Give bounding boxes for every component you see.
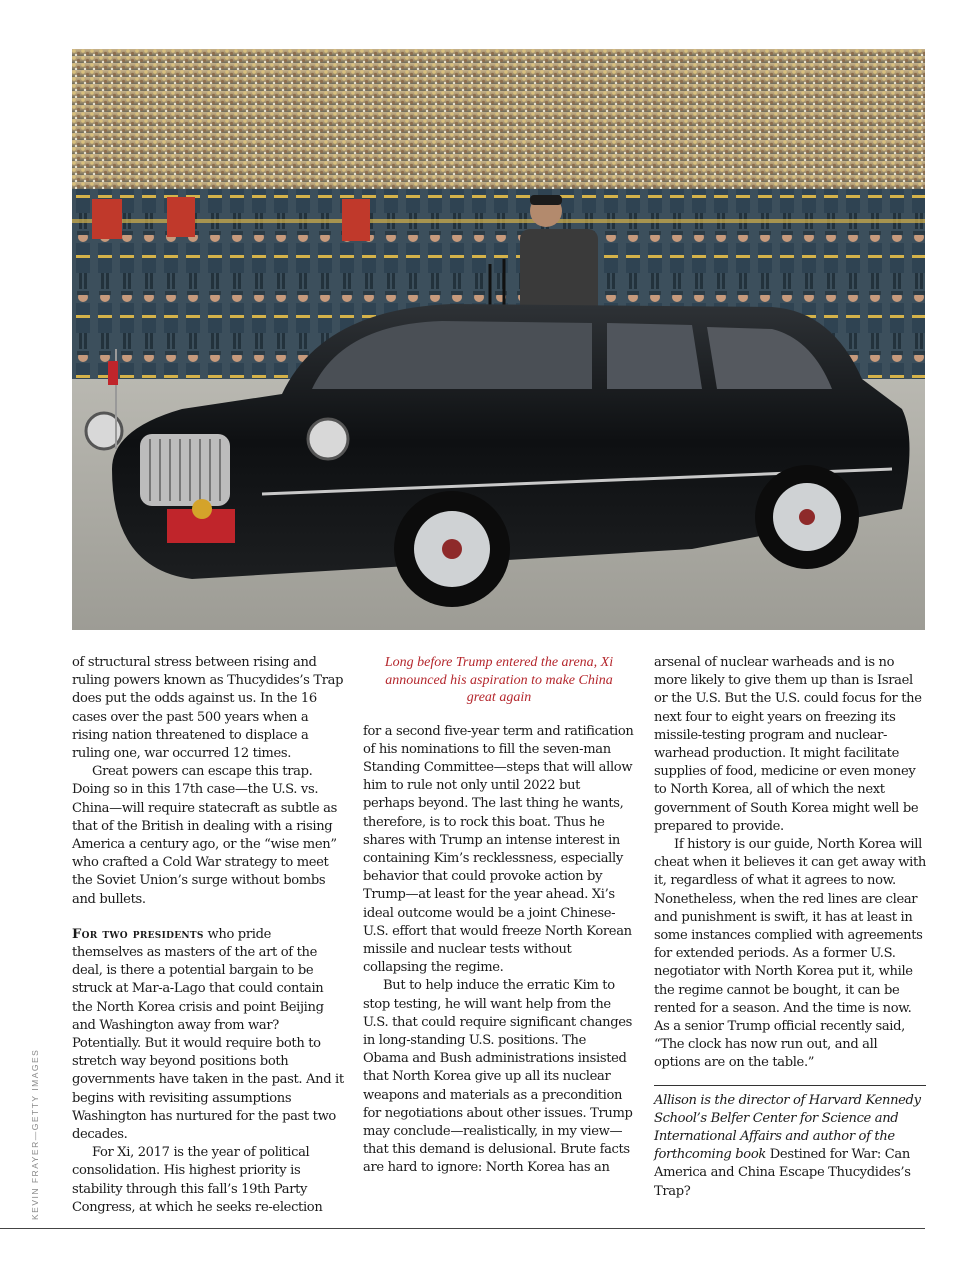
photo-credit: KEVIN FRAYER—GETTY IMAGES (30, 1048, 40, 1220)
paragraph-text: who pride themselves as masters of the art of the deal, is there a potential bargain to be struck at Mar-a-Lago that could contain the North Korea crisis and point Beijing and Washington away from war? Potentially. But it would require both to stretch way beyond positions both governments have taken in the past. And it begins with revisiting assumptions Washington has nurtured for the past two decades. (72, 926, 344, 1143)
article-column-1 (72, 654, 344, 1217)
parade-limousine-photo (72, 49, 925, 630)
paragraph: If history is our guide, North Korea will cheat when it believes it can get away with it, regardless of what it agrees to now. Nonetheless, when the red lines are clear and punishment is swift, it has at least in some instances complied with agreements for extended periods. As a former U.S. negotiator with North Korea put it, while the regime cannot be bought, it can be rented for a season. And the time is now. As a senior Trump official recently said, “The clock has now run out, and all options are on the table.” (654, 837, 926, 1071)
paragraph: of structural stress between rising and ruling powers known as Thucydides’s Trap does put the odds against us. In the 16 cases over the past 500 years when a rising nation threatened to displace a ruling one, war occurred 12 times. (72, 655, 344, 762)
section-lead-in: For two presidents (72, 926, 204, 942)
paragraph: arsenal of nuclear warheads and is no more likely to give them up than is Israel or the U.S. But the U.S. could focus for the next four to eight years on freezing its missile-testing program and nuclear-warhead production. It might facilitate supplies of food, medicine or even money to North Korea, all of which the next government of South Korea might well be prepared to provide. (654, 655, 922, 834)
article-column-2 (363, 654, 635, 1178)
article-column-3 (654, 654, 926, 1201)
section-paragraph (72, 926, 344, 1144)
book-title: Destined for War: Can America and China Escape Thucydides’s Trap? (654, 1147, 911, 1199)
footer-rule (0, 1228, 925, 1229)
paragraph: Great powers can escape this trap. Doing so in this 17th case—the U.S. vs. China—will require statecraft as subtle as that of the British in dealing with a rising America a century ago, or the “wise men” who crafted a Cold War strategy to meet the Soviet Union’s surge without bombs and bullets. (72, 764, 337, 907)
paragraph: for a second five-year term and ratification of his nominations to fill the seven-man Standing Committee—steps that will allow him to rule not only until 2022 but perhaps beyond. The last thing he wants, therefore, is to rock this boat. Thus he shares with Trump an intense interest in containing Kim’s recklessness, especially behavior that could provoke action by Trump—at least for the year ahead. Xi’s ideal outcome would be a joint Chinese-U.S. effort that would freeze North Korean missile and nuclear tests without collapsing the regime. (363, 723, 634, 976)
paragraph: But to help induce the erratic Kim to stop testing, he will want help from the U.S. that could require significant changes in long-standing U.S. positions. The Obama and Bush administrations insisted that North Korea give up all its nuclear weapons and materials as a precondition for negotiations about other issues. Trump may conclude—realistically, in my view—that this demand is delusional. Brute facts are hard to ignore: North Korea has an (363, 978, 633, 1176)
pull-quote: Long before Trump entered the arena, Xi announced his aspiration to make China great again (384, 655, 614, 705)
paragraph: For Xi, 2017 is the year of political consolidation. His highest priority is stability through this fall’s 19th Party Congress, at which he seeks re-election (72, 1145, 323, 1215)
author-bio (654, 1085, 926, 1201)
author-bio-text: Allison is the director of Harvard Kennedy School’s Belfer Center for Science and International Affairs and author of the forthcoming book (654, 1092, 921, 1163)
